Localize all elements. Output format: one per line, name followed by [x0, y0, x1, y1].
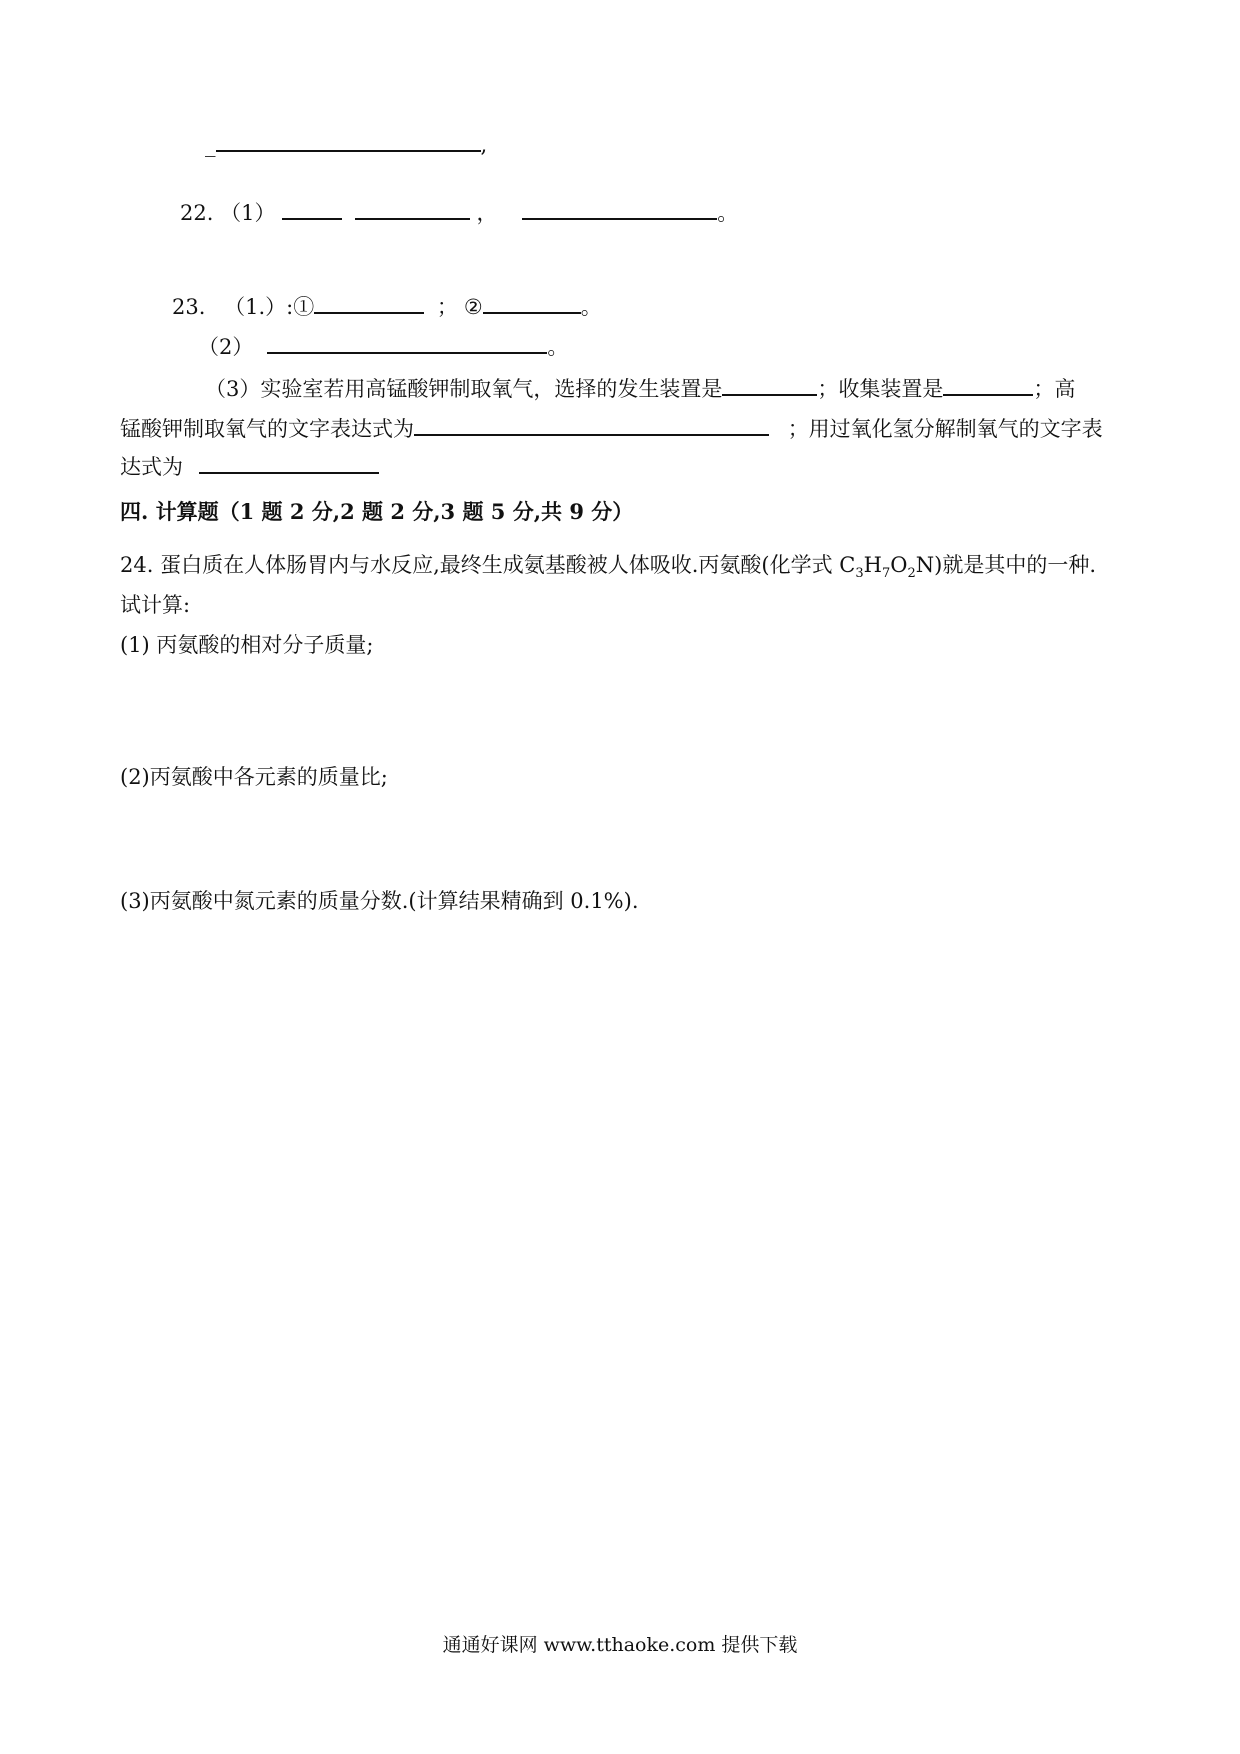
- part-3-text: ；收集装置是: [817, 377, 944, 401]
- question-23-part-3-line-1: [205, 372, 1075, 404]
- question-24-sub-3: (3)丙氨酸中氮元素的质量分数.(计算结果精确到 0.1%).: [120, 889, 639, 913]
- part-3-text: 锰酸钾制取氧气的文字表达式为: [120, 417, 414, 441]
- answer-blank[interactable]: [282, 196, 342, 220]
- part-label: （1.）:: [224, 295, 294, 319]
- question-23-part-2: [198, 330, 568, 362]
- question-24-text: N)就是其中的一种.: [915, 553, 1096, 577]
- part-3-text: ；用过氧化氢分解制氧气的文字表: [787, 417, 1103, 441]
- question-24-sub-2: (2)丙氨酸中各元素的质量比;: [120, 765, 388, 789]
- question-number: 22.: [180, 201, 214, 225]
- question-24-sub-1: (1) 丙氨酸的相对分子质量;: [120, 633, 374, 657]
- question-number: 23.: [172, 295, 206, 319]
- answer-blank[interactable]: [722, 372, 817, 396]
- question-23-part-1: [172, 290, 602, 322]
- continuation-lead: _: [205, 133, 216, 157]
- part-label: （2）: [198, 335, 254, 359]
- answer-blank[interactable]: [355, 196, 470, 220]
- part-3-text: （3）实验室若用高锰酸钾制取氧气，选择的发生装置是: [205, 377, 723, 401]
- answer-blank[interactable]: [267, 330, 547, 354]
- page-footer: 通通好课网 www.tthaoke.com 提供下载: [442, 1634, 798, 1656]
- formula-h: H: [863, 553, 882, 577]
- part-3-text: ；高: [1033, 377, 1076, 401]
- part-label: （1）: [220, 201, 276, 225]
- question-24-line-1: [120, 550, 1096, 589]
- part-3-text: 达式为: [120, 455, 183, 479]
- continuation-line: [205, 128, 487, 160]
- line-end: 。: [717, 201, 739, 225]
- circle-2: ②: [463, 295, 483, 319]
- question-22: [180, 196, 738, 228]
- answer-blank[interactable]: [414, 412, 769, 436]
- circle-1: ①: [293, 295, 315, 319]
- formula-o: O: [890, 553, 908, 577]
- answer-blank[interactable]: [522, 196, 717, 220]
- subscript: 2: [907, 566, 916, 582]
- separator: ，: [476, 201, 498, 225]
- question-24-line-2: 试计算:: [120, 593, 191, 617]
- question-23-part-3-line-3: [120, 450, 379, 482]
- question-24-text: 24. 蛋白质在人体肠胃内与水反应,最终生成氨基酸被人体吸收.丙氨酸(化学式 C: [120, 553, 856, 577]
- separator: ；: [436, 295, 458, 319]
- answer-blank[interactable]: [483, 290, 581, 314]
- answer-blank[interactable]: [199, 450, 379, 474]
- subscript: 7: [881, 566, 891, 582]
- subscript: 3: [855, 566, 864, 582]
- line-end: 。: [547, 335, 569, 359]
- answer-blank[interactable]: [943, 372, 1033, 396]
- answer-blank[interactable]: [314, 290, 424, 314]
- continuation-end: ,: [480, 133, 488, 157]
- answer-blank[interactable]: [216, 128, 481, 152]
- section-4-heading: 四. 计算题（1 题 2 分,2 题 2 分,3 题 5 分,共 9 分）: [120, 499, 634, 524]
- question-23-part-3-line-2: [120, 412, 1103, 444]
- line-end: 。: [580, 295, 602, 319]
